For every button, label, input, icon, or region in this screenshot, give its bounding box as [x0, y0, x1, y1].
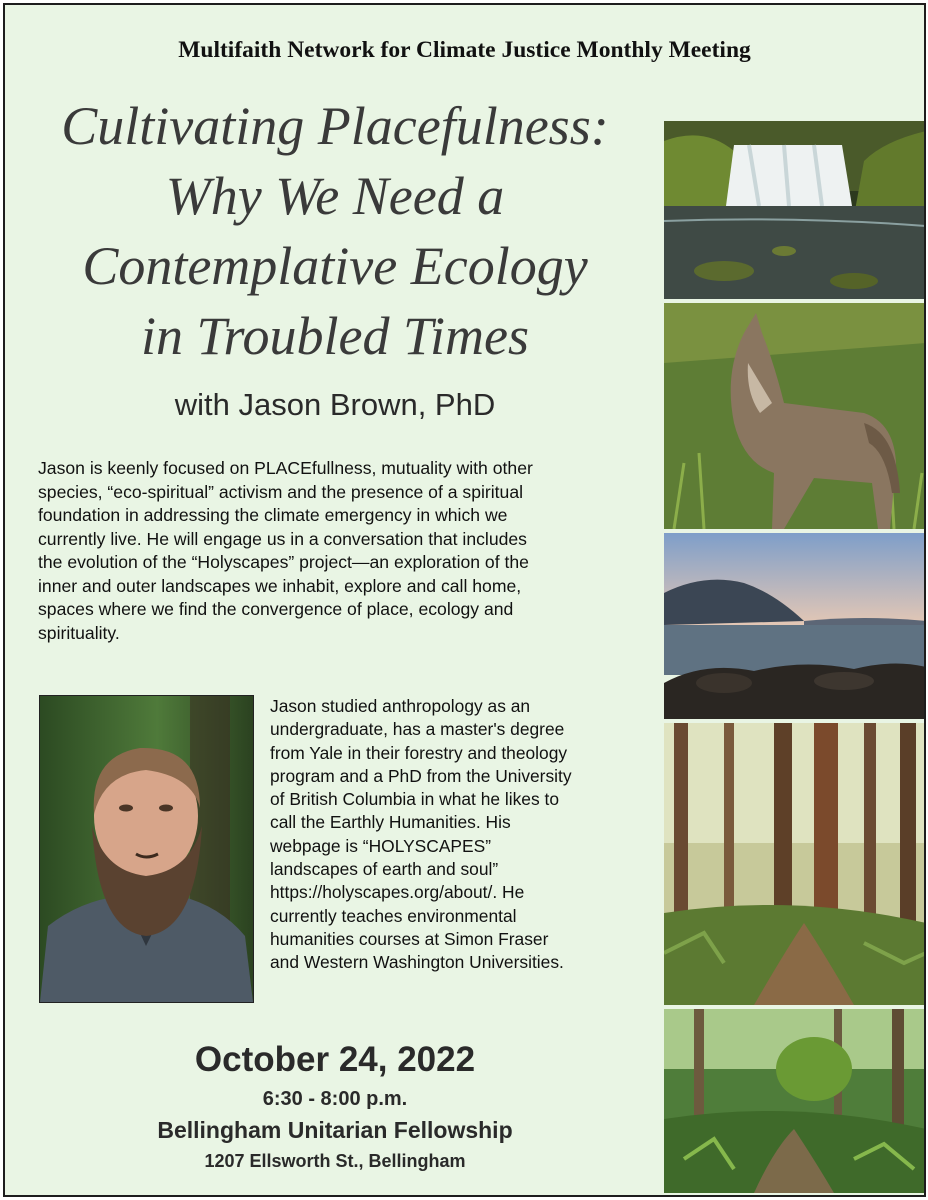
event-date: October 24, 2022: [194, 1040, 476, 1079]
bio-line: Jason studied anthropology as an: [270, 696, 531, 716]
bio-line: and Western Washington Universities.: [270, 952, 564, 973]
bio-line: webpage is “HOLYSCAPES”: [270, 835, 492, 856]
photo-shoreline: [664, 533, 926, 719]
event-venue: Bellingham Unitarian Fellowship: [157, 1117, 513, 1143]
bio-line: of British Columbia in what he likes to: [270, 789, 560, 810]
intro-line: currently live. He will engage us in a conversation that includes: [38, 528, 527, 549]
bio-line: from Yale in their forestry and theology: [270, 742, 568, 763]
intro-line: spirituality.: [38, 622, 120, 643]
intro-paragraph: [38, 457, 650, 645]
bio-link-line[interactable]: https://holyscapes.org/about/. He: [270, 882, 525, 903]
intro-line: Jason is keenly focused on PLACEfullness, mutuality with other: [38, 458, 533, 478]
photo-forest-trail: [664, 723, 926, 1005]
title-line: Why We Need a: [165, 166, 505, 226]
photo-waterfall: [664, 121, 926, 299]
intro-line: spaces where we find the convergence of place, ecology and: [38, 599, 514, 619]
bio-paragraph: [270, 695, 660, 975]
intro-line: foundation in addressing the climate emergency in which we: [38, 505, 508, 525]
bio-line: currently teaches environmental: [270, 905, 517, 926]
event-address: 1207 Ellsworth St., Bellingham: [204, 1151, 466, 1171]
bio-line: call the Earthly Humanities. His: [270, 812, 511, 833]
title-line: Contemplative Ecology: [82, 236, 588, 296]
event-time: 6:30 - 8:00 p.m.: [262, 1088, 408, 1110]
photo-coyote: [664, 303, 926, 529]
speaker-line: with Jason Brown, PhD: [174, 387, 496, 422]
photo-mossy-forest: [664, 1009, 926, 1193]
event-title: [15, 91, 655, 371]
speaker-portrait: [39, 695, 254, 1003]
bio-line: landscapes of earth and soul”: [270, 859, 499, 880]
bio-line: undergraduate, has a master's degree: [270, 719, 565, 740]
intro-line: species, “eco-spiritual” activism and the presence of a spiritual: [38, 481, 524, 502]
flyer: [3, 3, 926, 1197]
bio-line: humanities courses at Simon Fraser: [270, 928, 549, 949]
bio-line: program and a PhD from the University: [270, 765, 572, 786]
intro-line: inner and outer landscapes we inhabit, explore and call home,: [38, 575, 522, 596]
org-heading: Multifaith Network for Climate Justice Monthly Meeting: [178, 37, 751, 63]
title-line: Cultivating Placefulness:: [61, 96, 609, 156]
intro-line: the evolution of the “Holyscapes” project—an exploration of the: [38, 552, 529, 572]
title-line: in Troubled Times: [140, 306, 530, 366]
